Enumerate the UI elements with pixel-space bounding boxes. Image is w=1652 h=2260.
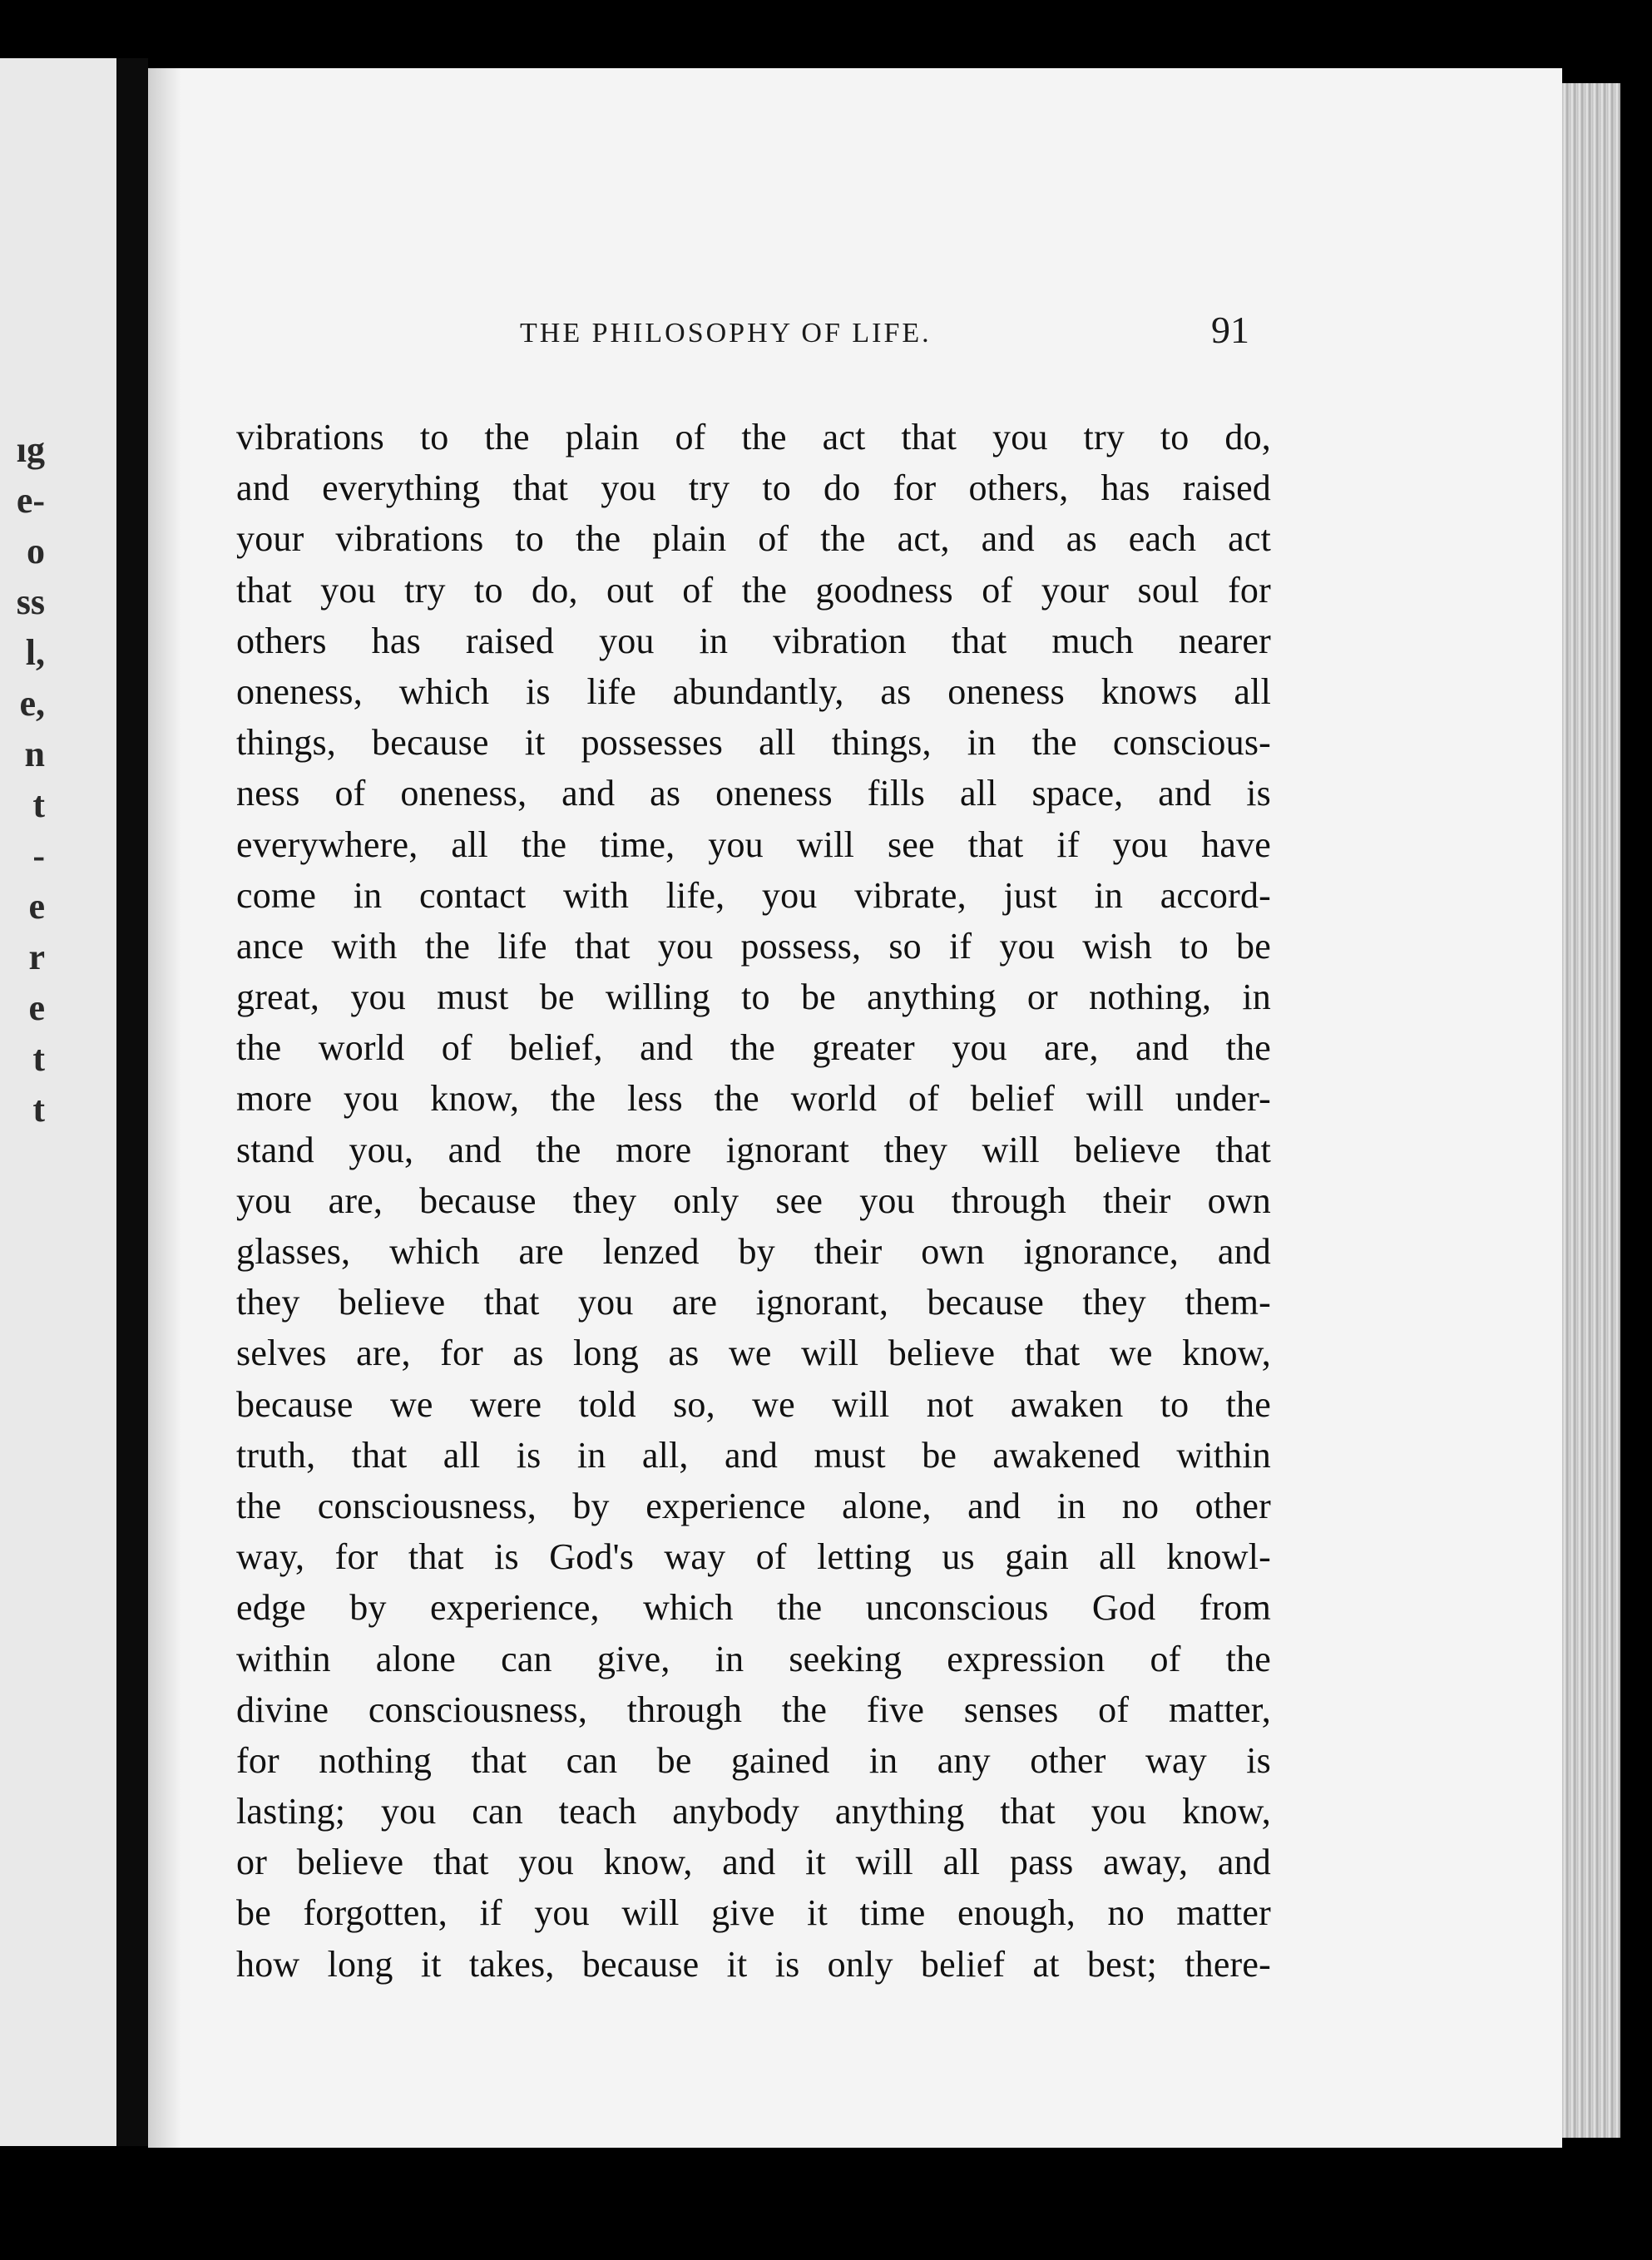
text-line: divine consciousness, through the five senses of matter, (236, 1689, 1271, 1730)
page-body-text (236, 412, 1271, 1990)
text-line: that you try to do, out of the goodness of your soul for (236, 569, 1271, 611)
text-line: they believe that you are ignorant, because they them- (236, 1282, 1271, 1323)
text-line: and everything that you try to do for others, has raised (236, 467, 1271, 509)
text-line: because we were told so, we will not awaken to the (236, 1383, 1271, 1425)
text-line: the consciousness, by experience alone, and in no other (236, 1485, 1271, 1526)
text-line: things, because it possesses all things, in the conscious- (236, 722, 1271, 764)
previous-page-fragment: l, (25, 632, 45, 673)
text-line: way, for that is God's way of letting us gain all knowl- (236, 1536, 1271, 1578)
page-number: 91 (1211, 309, 1249, 351)
text-line: be forgotten, if you will give it time enough, no matter (236, 1892, 1271, 1934)
previous-page-fragment: t (32, 1089, 45, 1130)
previous-page-fragment: e (28, 987, 45, 1028)
previous-page-fragment: e- (16, 480, 45, 521)
text-line: more you know, the less the world of belief will under- (236, 1078, 1271, 1120)
text-line: within alone can give, in seeking expression of the (236, 1638, 1271, 1679)
text-line: oneness, which is life abundantly, as oneness knows all (236, 670, 1271, 712)
text-line: stand you, and the more ignorant they will believe that (236, 1129, 1271, 1170)
previous-page-fragment: ıg (16, 429, 45, 470)
text-line: your vibrations to the plain of the act, and as each act (236, 518, 1271, 560)
previous-page-fragment: ss (16, 581, 45, 622)
text-line: truth, that all is in all, and must be awakened within (236, 1434, 1271, 1476)
previous-page-fragment: - (32, 835, 45, 876)
text-line: edge by experience, which the unconscious God from (236, 1587, 1271, 1629)
previous-page-fragment: e, (19, 683, 45, 724)
text-line: you are, because they only see you through their own (236, 1179, 1271, 1221)
text-line: others has raised you in vibration that much nearer (236, 620, 1271, 661)
previous-page-fragment: t (32, 784, 45, 825)
text-line: or believe that you know, and it will all pass away, and (236, 1842, 1271, 1883)
previous-page-text-fragments (0, 424, 50, 1135)
previous-page-fragment: r (28, 937, 45, 977)
text-line: the world of belief, and the greater you are, and the (236, 1027, 1271, 1069)
text-line: lasting; you can teach anybody anything that you know, (236, 1791, 1271, 1832)
text-line: how long it takes, because it is only belief at best; there- (236, 1943, 1271, 1985)
text-line: great, you must be willing to be anything or nothing, in (236, 977, 1271, 1018)
previous-page-fragment: e (28, 886, 45, 927)
book-gutter (116, 58, 148, 2146)
text-line: everywhere, all the time, you will see that if you have (236, 823, 1271, 865)
text-line: glasses, which are lenzed by their own ignorance, and (236, 1231, 1271, 1272)
previous-page-fragment: t (32, 1038, 45, 1079)
text-line: for nothing that can be gained in any other way is (236, 1739, 1271, 1781)
running-head: THE PHILOSOPHY OF LIFE. (520, 318, 932, 349)
text-line: ness of oneness, and as oneness fills all space, and is (236, 773, 1271, 814)
text-line: vibrations to the plain of the act that you try to do, (236, 417, 1271, 457)
text-line: ance with the life that you possess, so if you wish to be (236, 925, 1271, 967)
previous-page (0, 58, 116, 2146)
text-line: come in contact with life, you vibrate, just in accord- (236, 874, 1271, 916)
previous-page-fragment: o (27, 531, 45, 571)
page-edges (1562, 83, 1620, 2138)
previous-page-fragment: n (24, 734, 45, 774)
text-line: selves are, for as long as we will believe that we know, (236, 1333, 1271, 1374)
page-gutter-shadow (148, 68, 181, 2148)
